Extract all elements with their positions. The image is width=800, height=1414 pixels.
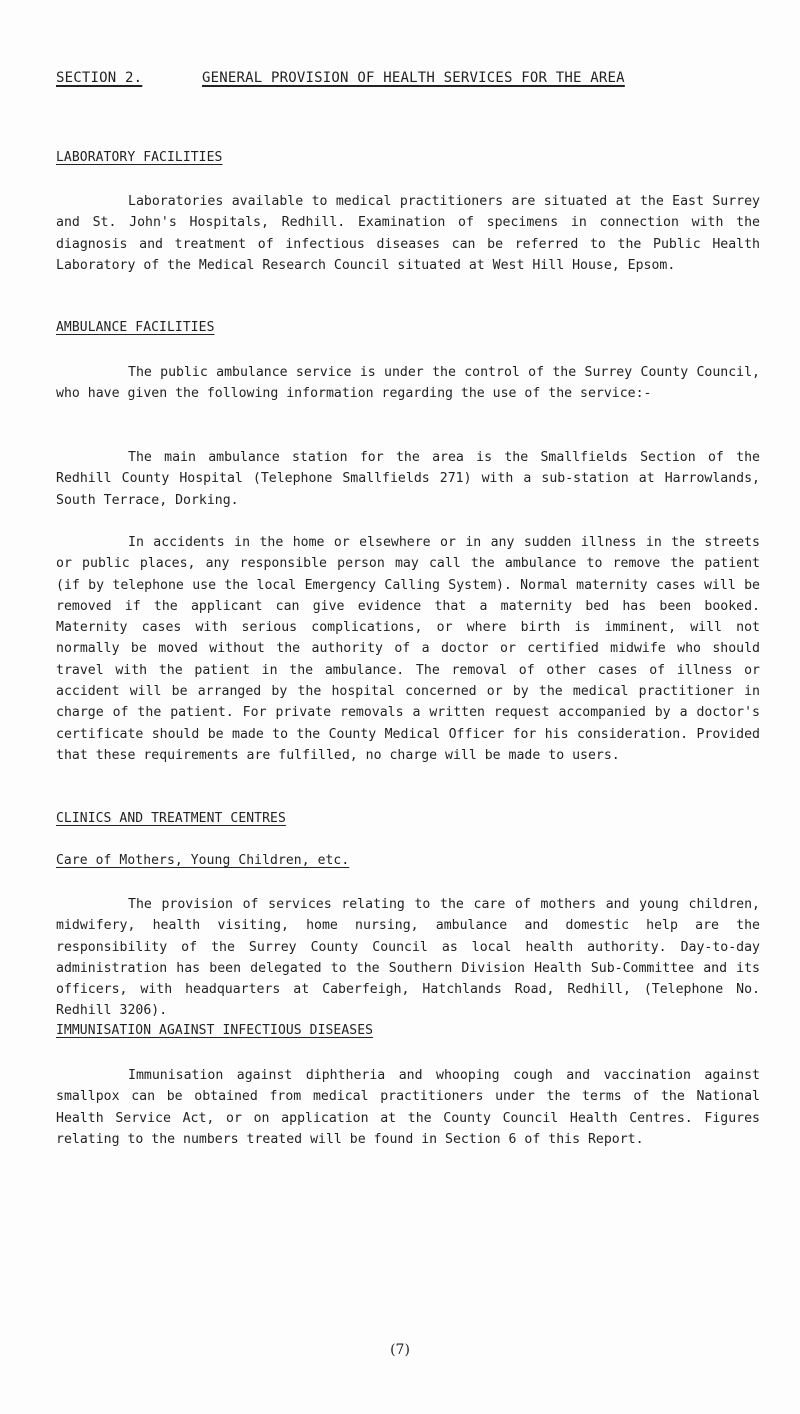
clinics-paragraph: The provision of services relating to the care of mothers and young children, midwifery, health visiting, home nursing, ambulance and domestic help are the responsibility of the Surrey County Council as local health authority. Day-to-day administration has been delegated to the Southern Division Health Sub-Committee and its officers, with headquarters at Caberfeigh, Hatchlands Road, Redhill, (Telephone No. Redhill 3206). [56,897,760,1019]
page-number: (7) [390,1342,410,1358]
clinics-subheading: Care of Mothers, Young Children, etc. [56,853,350,868]
ambulance-paragraph-1: The public ambulance service is under the control of the Surrey County Council, who have given the following information regarding the use of the service:- [56,365,760,402]
section-title: GENERAL PROVISION OF HEALTH SERVICES FOR THE AREA [202,70,625,86]
section-number: SECTION 2. [56,70,143,86]
laboratory-paragraph: Laboratories available to medical practitioners are situated at the East Surrey and St. John's Hospitals, Redhill. Examination of specimens in connection with the diagnosis and treatment of infectious diseases can be referred to the Public Health Laboratory of the Medical Research Council situated at West Hill House, Epsom. [56,194,760,273]
clinics-heading: CLINICS AND TREATMENT CENTRES [56,811,286,826]
ambulance-paragraph-2: The main ambulance station for the area is the Smallfields Section of the Redhill County Hospital (Telephone Smallfields 271) with a sub-station at Harrowlands, South Terrace, Dorking. [56,450,760,508]
immunisation-heading: IMMUNISATION AGAINST INFECTIOUS DISEASES [56,1023,374,1038]
ambulance-heading: AMBULANCE FACILITIES [56,320,215,335]
ambulance-paragraph-3: In accidents in the home or elsewhere or in any sudden illness in the streets or public places, any responsible person may call the ambulance to remove the patient (if by telephone use the local Emergency Calling System). Normal maternity cases will be removed if the applicant can give evidence that a maternity bed has been booked. Maternity cases with serious complications, or where birth is imminent, will not normally be moved without the authority of a doctor or certified midwife who should travel with the patient in the ambulance. The removal of other cases of illness or accident will be arranged by the hospital concerned or by the medical practitioner in charge of the patient. For private removals a written request accompanied by a doctor's certificate should be made to the County Medical Officer for his consideration. Provided that these requirements are fulfilled, no charge will be made to users. [56,535,760,763]
page-header [56,70,756,94]
laboratory-heading: LABORATORY FACILITIES [56,150,223,165]
immunisation-paragraph: Immunisation against diphtheria and whooping cough and vaccination against smallpox can be obtained from medical practitioners under the terms of the National Health Service Act, or on application at the County Council Health Centres. Figures relating to the numbers treated will be found in Section 6 of this Report. [56,1068,760,1147]
